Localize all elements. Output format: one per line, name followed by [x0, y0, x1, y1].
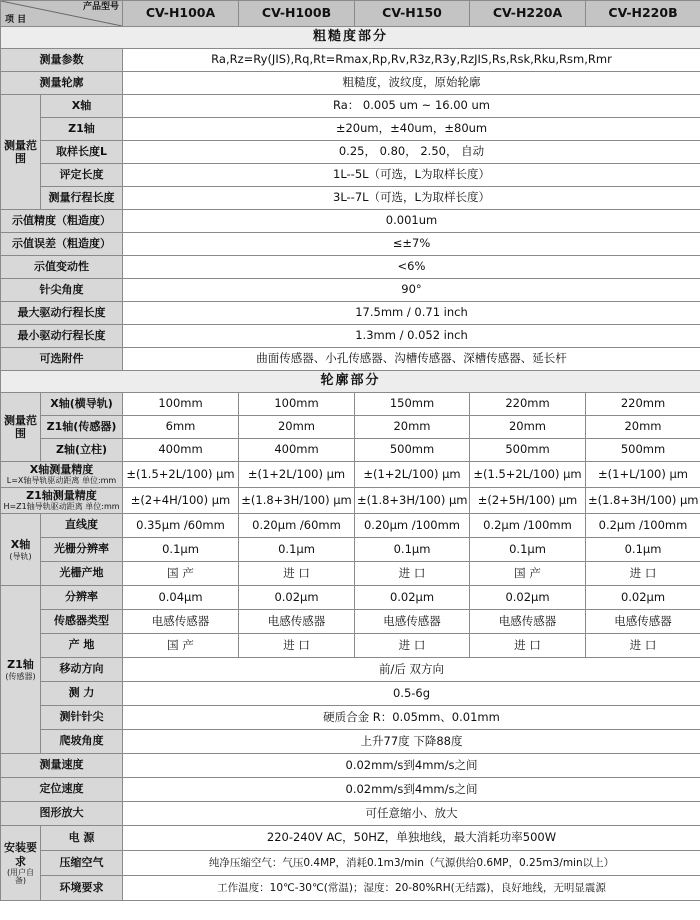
cell-value: 进 口 — [239, 634, 355, 658]
cell-value: 100mm — [123, 393, 239, 416]
section-title-contour: 轮廓部分 — [1, 371, 700, 393]
row-value: 17.5mm / 0.71 inch — [123, 302, 700, 325]
row-label: X轴(横导轨) — [41, 393, 123, 416]
cell-value: 150mm — [355, 393, 470, 416]
row-label — [1, 488, 123, 514]
z1-accuracy-label: Z1轴测量精度 — [26, 488, 97, 502]
row-label: 分辨率 — [41, 586, 123, 610]
x-axis-group-note: (导轨) — [9, 551, 32, 561]
row-label: 直线度 — [41, 514, 123, 538]
row-label: X轴 — [41, 95, 123, 118]
cell-value: 400mm — [123, 439, 239, 462]
cell-value: 0.02μm — [239, 586, 355, 610]
group-label-range: 测量范围 — [1, 393, 41, 462]
cell-value: 电感传感器 — [239, 610, 355, 634]
cell-value: 进 口 — [239, 562, 355, 586]
group-label-z1-axis — [1, 586, 41, 754]
group-label-range: 测量范围 — [1, 95, 41, 210]
cell-value: 500mm — [355, 439, 470, 462]
row-value: 粗糙度，波纹度，原始轮廓 — [123, 72, 700, 95]
model-header: CV-H100A — [123, 1, 239, 27]
cell-value: 国 产 — [470, 562, 586, 586]
row-value: 90° — [123, 279, 700, 302]
cell-value: 220mm — [586, 393, 700, 416]
cell-value: ±(1.8+3H/100) μm — [586, 488, 700, 514]
row-value: 前/后 双方向 — [123, 658, 700, 682]
install-group-note: (用户自备) — [6, 867, 35, 885]
cell-value: 0.02μm — [586, 586, 700, 610]
row-label: 图形放大 — [1, 802, 123, 826]
row-value: 工作温度：10℃-30℃(常温)；湿度：20-80%RH(无结露)，良好地线，无明显震源 — [123, 876, 700, 901]
group-label-x-axis — [1, 514, 41, 586]
row-value: 纯净压缩空气：气压0.4MP，消耗0.1m3/min（气源供给0.6MP，0.25m3/min以上） — [123, 851, 700, 876]
row-value: 0.02mm/s到4mm/s之间 — [123, 754, 700, 778]
row-label: 示值精度（粗造度） — [1, 210, 123, 233]
row-value: ±20um，±40um，±80um — [123, 118, 700, 141]
row-label: 测量速度 — [1, 754, 123, 778]
row-value: 1.3mm / 0.052 inch — [123, 325, 700, 348]
row-label: Z轴(立柱) — [41, 439, 123, 462]
row-label: 电 源 — [41, 826, 123, 851]
row-value: Ra,Rz=Ry(JIS),Rq,Rt=Rmax,Rp,Rv,R3z,R3y,RzJIS,Rs,Rsk,Rku,Rsm,Rmr — [123, 49, 700, 72]
row-value: Ra： 0.005 um ~ 16.00 um — [123, 95, 700, 118]
x-axis-group-label: X轴 — [10, 538, 31, 552]
cell-value: 0.20μm /60mm — [239, 514, 355, 538]
corner-model-label: 产品型号 — [82, 2, 119, 12]
row-label: 环境要求 — [41, 876, 123, 901]
row-value: 0.5-6g — [123, 682, 700, 706]
row-label: Z1轴 — [41, 118, 123, 141]
row-label: 爬坡角度 — [41, 730, 123, 754]
z1-axis-group-label: Z1轴 — [7, 658, 34, 672]
row-label: 光栅产地 — [41, 562, 123, 586]
row-label: 测量轮廓 — [1, 72, 123, 95]
corner-item-label: 项 目 — [5, 14, 27, 25]
row-label: 测 力 — [41, 682, 123, 706]
cell-value: 国 产 — [123, 562, 239, 586]
cell-value: 0.2μm /100mm — [586, 514, 700, 538]
cell-value: ±(1+2L/100) μm — [355, 462, 470, 488]
cell-value: ±(1+L/100) μm — [586, 462, 700, 488]
cell-value: 0.35μm /60mm — [123, 514, 239, 538]
row-label — [1, 462, 123, 488]
cell-value: 500mm — [470, 439, 586, 462]
cell-value: 0.02μm — [470, 586, 586, 610]
cell-value: ±(1.8+3H/100) μm — [355, 488, 470, 514]
model-header: CV-H220A — [470, 1, 586, 27]
cell-value: ±(2+4H/100) μm — [123, 488, 239, 514]
cell-value: 20mm — [355, 416, 470, 439]
model-header: CV-H150 — [355, 1, 470, 27]
cell-value: 0.1μm — [123, 538, 239, 562]
cell-value: ±(1.5+2L/100) μm — [123, 462, 239, 488]
cell-value: 0.20μm /100mm — [355, 514, 470, 538]
row-label: Z1轴(传感器) — [41, 416, 123, 439]
row-value: 上升77度 下降88度 — [123, 730, 700, 754]
row-label: 测针针尖 — [41, 706, 123, 730]
row-label: 压缩空气 — [41, 851, 123, 876]
cell-value: ±(1.5+2L/100) μm — [470, 462, 586, 488]
row-label: 取样长度L — [41, 141, 123, 164]
row-value: 1L--5L（可选，L为取样长度） — [123, 164, 700, 187]
cell-value: 电感传感器 — [123, 610, 239, 634]
row-label: 最大驱动行程长度 — [1, 302, 123, 325]
cell-value: 电感传感器 — [470, 610, 586, 634]
cell-value: 0.02μm — [355, 586, 470, 610]
cell-value: ±(2+5H/100) μm — [470, 488, 586, 514]
row-value: 0.02mm/s到4mm/s之间 — [123, 778, 700, 802]
row-value: 220-240V AC，50HZ，单独地线，最大消耗功率500W — [123, 826, 700, 851]
model-header: CV-H220B — [586, 1, 700, 27]
cell-value: 20mm — [586, 416, 700, 439]
row-label: 测量行程长度 — [41, 187, 123, 210]
cell-value: 进 口 — [355, 562, 470, 586]
row-label: 光栅分辨率 — [41, 538, 123, 562]
cell-value: 20mm — [470, 416, 586, 439]
cell-value: 电感传感器 — [355, 610, 470, 634]
row-value: 0.001um — [123, 210, 700, 233]
cell-value: 500mm — [586, 439, 700, 462]
cell-value: 0.1μm — [239, 538, 355, 562]
x-accuracy-label: X轴测量精度 — [29, 462, 94, 476]
cell-value: ±(1+2L/100) μm — [239, 462, 355, 488]
cell-value: 0.2μm /100mm — [470, 514, 586, 538]
cell-value: 国 产 — [123, 634, 239, 658]
row-value: 硬质合金 R：0.05mm、0.01mm — [123, 706, 700, 730]
cell-value: 0.04μm — [123, 586, 239, 610]
model-header: CV-H100B — [239, 1, 355, 27]
z1-accuracy-note: H=Z1轴导轨驱动距离 单位:mm — [3, 502, 120, 512]
header-row — [1, 1, 700, 27]
cell-value: 进 口 — [470, 634, 586, 658]
row-value: 可任意缩小、放大 — [123, 802, 700, 826]
cell-value: ±(1.8+3H/100) μm — [239, 488, 355, 514]
row-label: 产 地 — [41, 634, 123, 658]
cell-value: 进 口 — [355, 634, 470, 658]
row-label: 测量参数 — [1, 49, 123, 72]
cell-value: 6mm — [123, 416, 239, 439]
row-label: 可选附件 — [1, 348, 123, 371]
cell-value: 进 口 — [586, 562, 700, 586]
row-value: <6% — [123, 256, 700, 279]
row-label: 最小驱动行程长度 — [1, 325, 123, 348]
corner-header-cell — [1, 1, 123, 27]
row-label: 示值误差（粗造度） — [1, 233, 123, 256]
row-value: 曲面传感器、小孔传感器、沟槽传感器、深槽传感器、延长杆 — [123, 348, 700, 371]
cell-value: 20mm — [239, 416, 355, 439]
cell-value: 100mm — [239, 393, 355, 416]
cell-value: 进 口 — [586, 634, 700, 658]
section-title-roughness: 粗糙度部分 — [1, 27, 700, 49]
group-label-install — [1, 826, 41, 901]
z1-axis-group-note: (传感器) — [5, 671, 36, 681]
x-accuracy-note: L=X轴导轨驱动距离 单位:mm — [6, 476, 117, 486]
cell-value: 220mm — [470, 393, 586, 416]
cell-value: 0.1μm — [470, 538, 586, 562]
cell-value: 0.1μm — [586, 538, 700, 562]
cell-value: 0.1μm — [355, 538, 470, 562]
row-label: 评定长度 — [41, 164, 123, 187]
row-value: 0.25， 0.80， 2.50， 自动 — [123, 141, 700, 164]
cell-value: 400mm — [239, 439, 355, 462]
row-label: 定位速度 — [1, 778, 123, 802]
row-label: 示值变动性 — [1, 256, 123, 279]
row-label: 移动方向 — [41, 658, 123, 682]
cell-value: 电感传感器 — [586, 610, 700, 634]
row-label: 传感器类型 — [41, 610, 123, 634]
row-value: 3L--7L（可选，L为取样长度） — [123, 187, 700, 210]
row-value: ≤±7% — [123, 233, 700, 256]
install-group-label: 安装要求 — [4, 841, 37, 868]
row-label: 针尖角度 — [1, 279, 123, 302]
